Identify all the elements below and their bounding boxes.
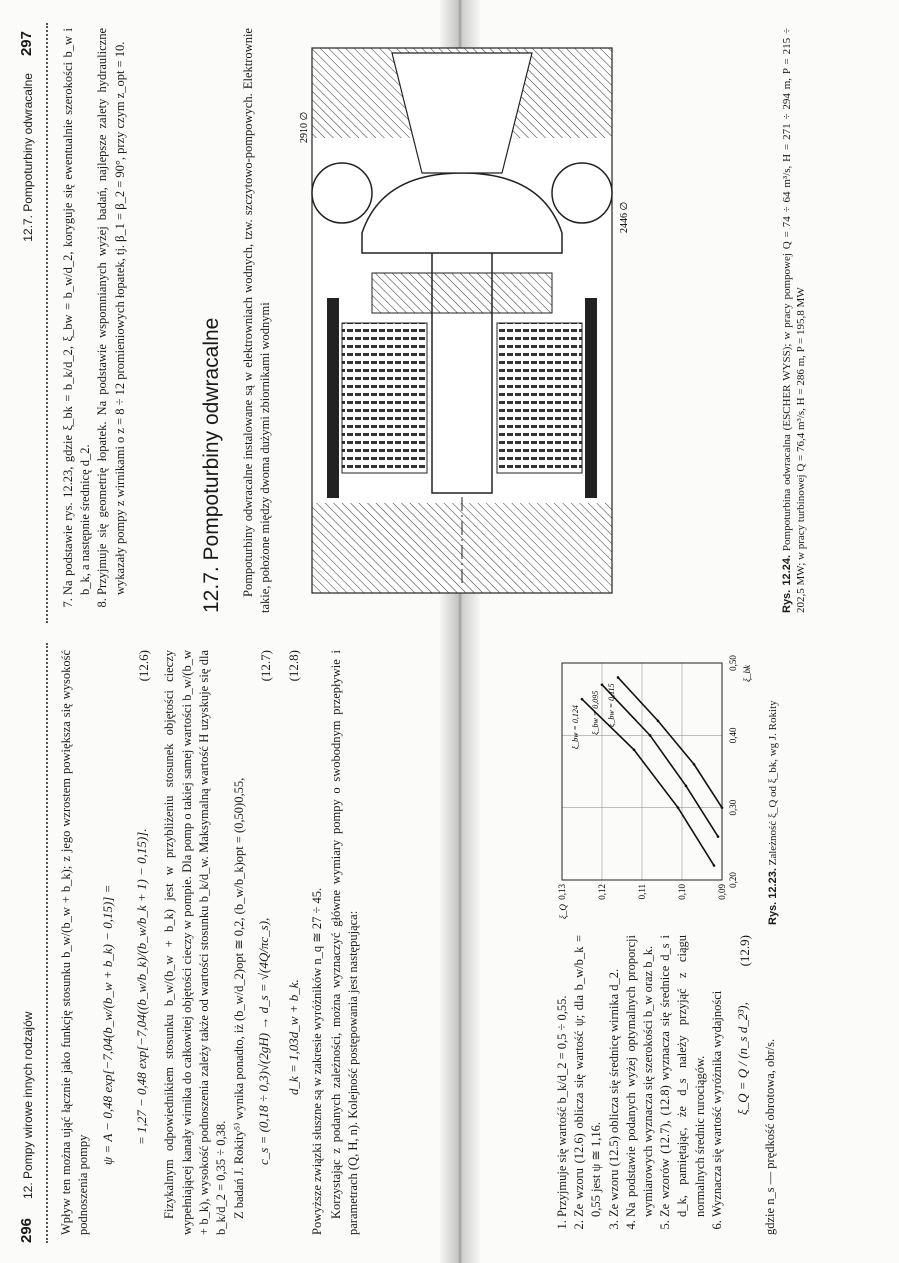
series-line	[602, 685, 718, 837]
left-page	[0, 643, 899, 1243]
series-label: ξ_bw = 0,124	[571, 705, 580, 750]
paragraph-rokita: Z badań J. Rokity⁵⁾ wynika ponadto, iż (b_w/d_2)opt ≅ 0,2, (b_w/b_k)opt = (0,50)0,55,	[232, 777, 247, 1219]
figure-12-23-caption-text: Zależność ξ_Q od ξ_bk, wg J. Rokity	[767, 700, 779, 866]
equation-number-12-9: (12.9)	[737, 935, 753, 967]
figure-12-24-caption-text: Pompoturbina odwracalna (ESCHER WYSS); w pracy pompowej Q = 74 ÷ 64 m³/s, H = 271 ÷ 294 m, P = 215 ÷ 202,5 MW; w pracy turbinowej Q = 76,4 m³/s, H = 286 m, P = 195,8 MW	[781, 27, 807, 613]
equation-number-12-7: (12.7)	[258, 650, 274, 682]
section-paragraph: Pompoturbiny odwracalne instalowane są w elektrowniach wodnych, tzw. szczytowo-pompowych. Elektrownie takie, położone między dwoma dużymi zbiornikami wodnymi	[241, 28, 273, 613]
paragraph-procedure: Korzystając z podanych zależności, można wyznaczyć główne wymiary pompy o swobodnym przepływie i parametrach (Q, H, n). Kolejność postępowania jest następująca:	[328, 650, 360, 1235]
data-point	[633, 749, 636, 752]
y-tick-label: 0,09	[717, 884, 727, 900]
paragraph-physical-meaning: Fizykalnym odpowiednikiem stosunku b_w/(b_w + b_k) jest w przybliżeniu stosunek objętości cieczy wypełniającej kanały wirnika do całkowitej objętości cieczy w pompie. Dla pomp o takiej samej wartości b_w/(b_w + b_k), wysokość podnoszenia zależy także od wartości stosunku b_k/d_w. Maksymalną wartość H uzyskuje się dla b_k/d_2 = 0,35 ÷ 0,38.	[162, 650, 229, 1235]
equation-12-8-text: d_k = 1,03d_w + b_k.	[286, 979, 302, 1095]
y-tick-label: 0,10	[677, 884, 687, 900]
left-page-header	[18, 643, 42, 1243]
equation-number-12-6: (12.6)	[136, 650, 152, 682]
equation-12-6a-text: ψ = A − 0,48 exp[−7,04(b_w/(b_w + b_k) − 0,15)] =	[100, 884, 116, 1165]
equation-12-7-text: c_s = (0,18 ÷ 0,3)√(2gH) → d_s = √(4Q/πc_s),	[256, 917, 272, 1165]
list-item: 7. Na podstawie rys. 12.23, gdzie ξ_bk = b_k/d_2, ξ_bw = b_w/d_2, koryguje się ewentualnie szerokości b_w i b_k, a następnie średnicę d_2.	[60, 28, 94, 595]
procedure-steps-continued	[60, 28, 129, 613]
data-point	[581, 698, 584, 701]
stator-frame-top	[327, 298, 339, 498]
list-item: 5. Ze wzorów (12.7), (12.8) wyznacza się średnice d_s i d_k, pamiętając, że d_s należy przyjąć z ciągu normalnych średnic rurociągów.	[657, 935, 709, 1217]
x-axis-label: ξ_bk	[742, 665, 752, 682]
page-number-left: 296	[18, 1217, 35, 1243]
data-point	[717, 835, 720, 838]
data-point	[657, 720, 660, 723]
stator-frame-bottom	[585, 298, 597, 498]
list-item: 4. Na podstawie podanych wyżej optymalnych proporcji wymiarowych wyznacza się szerokości b_w oraz b_k.	[623, 935, 657, 1217]
intro-paragraph: Wpływ ten można ująć łącznie jako funkcję stosunku b_w/(b_w + b_k); z jego wzrostem powiększa się wysokość podnoszenia pompy	[59, 650, 91, 1235]
equation-12-7	[249, 650, 283, 1235]
right-steps-column	[58, 28, 131, 613]
data-point	[693, 763, 696, 766]
y-tick-label: 0,11	[637, 884, 647, 900]
y-axis-label: ξ_Q	[558, 904, 568, 919]
figure-12-23	[552, 653, 780, 925]
x-tick-label: 0,40	[728, 727, 738, 744]
figure-12-23-caption-label: Rys. 12.23.	[767, 868, 779, 925]
spiral-case-bottom	[552, 163, 612, 223]
section-paragraph-block	[240, 28, 275, 613]
dimension-2910: 2910 ∅	[299, 111, 310, 143]
data-point	[601, 683, 604, 686]
figure-12-24	[282, 28, 652, 613]
list-item: 3. Ze wzoru (12.5) oblicza się średnicę wirnika d_2.	[606, 935, 623, 1217]
series-label: ξ_bw = 0,095	[591, 690, 600, 735]
data-point	[649, 734, 652, 737]
figure-12-24-caption	[780, 28, 808, 613]
equation-12-9	[728, 935, 762, 1235]
header-rule-right	[46, 23, 48, 623]
series-line	[618, 677, 722, 807]
spiral-case-top	[312, 163, 372, 223]
x-tick-label: 0,50	[728, 655, 738, 671]
list-item: 1. Przyjmuje się wartość b_k/d_2 = 0,5 ÷ 0,55.	[554, 935, 571, 1217]
list-item: 2. Ze wzoru (12.6) oblicza się wartość ψ; dla b_w/b_k = 0,55 jest ψ ≅ 1,16.	[571, 935, 605, 1217]
running-head-left: 12. Pompy wirowe innych rodzajów	[21, 1011, 35, 1199]
generator-rotor-top	[342, 323, 427, 473]
left-steps-column	[552, 935, 780, 1235]
list-item: 6. Wyznacza się wartość wyróżnika wydajności	[709, 935, 726, 1217]
data-point	[685, 785, 688, 788]
header-rule-left	[46, 643, 48, 1243]
data-point	[721, 806, 724, 809]
generator-rotor-bottom	[497, 323, 582, 473]
equation-12-8	[283, 650, 309, 1235]
dimension-2446: 2446 ∅	[619, 201, 630, 233]
bearing-housing	[372, 273, 552, 313]
chart-xi-q-vs-xi-bk	[552, 653, 757, 925]
equation-number-12-8: (12.8)	[286, 650, 302, 682]
figure-12-24-caption-label: Rys. 12.24.	[781, 554, 793, 613]
equation-12-6b-text: = 1,27 − 0,48 exp[−7,04((b_w/b_k)/(b_w/b_k + 1) − 0,15)].	[134, 828, 150, 1145]
page-number-right: 297	[18, 31, 35, 57]
y-tick-label: 0,13	[557, 884, 567, 900]
data-point	[617, 676, 620, 679]
paragraph-range: Powyższe związki słuszne są w zakresie wyróżników n_q ≅ 27 ÷ 45.	[310, 887, 325, 1235]
x-tick-label: 0,30	[728, 799, 738, 816]
x-tick-label: 0,20	[728, 872, 738, 888]
procedure-steps-list	[554, 935, 726, 1235]
data-point	[713, 864, 716, 867]
chart-labels	[557, 655, 752, 919]
pump-turbine-cross-section-drawing	[282, 28, 647, 613]
running-head-right: 12.7. Pompoturbiny odwracalne	[21, 73, 35, 242]
data-point	[677, 806, 680, 809]
list-item: 8. Przyjmuje się geometrię łopatek. Na podstawie wspomnianych wyżej badań, najlepsze zalety hydrauliczne wykazały pompy z wirnikami o z = 8 ÷ 12 promieniowych łopatek, tj. β_1 = β_2 = 90°, przy czym z_opt = 10.	[94, 28, 128, 595]
equation-12-6a	[93, 650, 127, 1235]
right-page-header	[18, 23, 42, 623]
left-text-column	[58, 650, 363, 1235]
equation-12-6b	[127, 650, 161, 1235]
right-page	[0, 23, 899, 623]
equation-12-9-text: ξ_Q = Q / (n_s d_2³),	[735, 1002, 751, 1115]
where-clause: gdzie n_s — prędkość obrotowa, obr/s.	[763, 1038, 778, 1235]
figure-12-23-caption	[766, 653, 780, 925]
series-label: ξ_bw = 0,115	[607, 683, 616, 728]
section-heading: 12.7. Pompoturbiny odwracalne	[200, 317, 223, 613]
y-tick-label: 0,12	[597, 884, 607, 900]
